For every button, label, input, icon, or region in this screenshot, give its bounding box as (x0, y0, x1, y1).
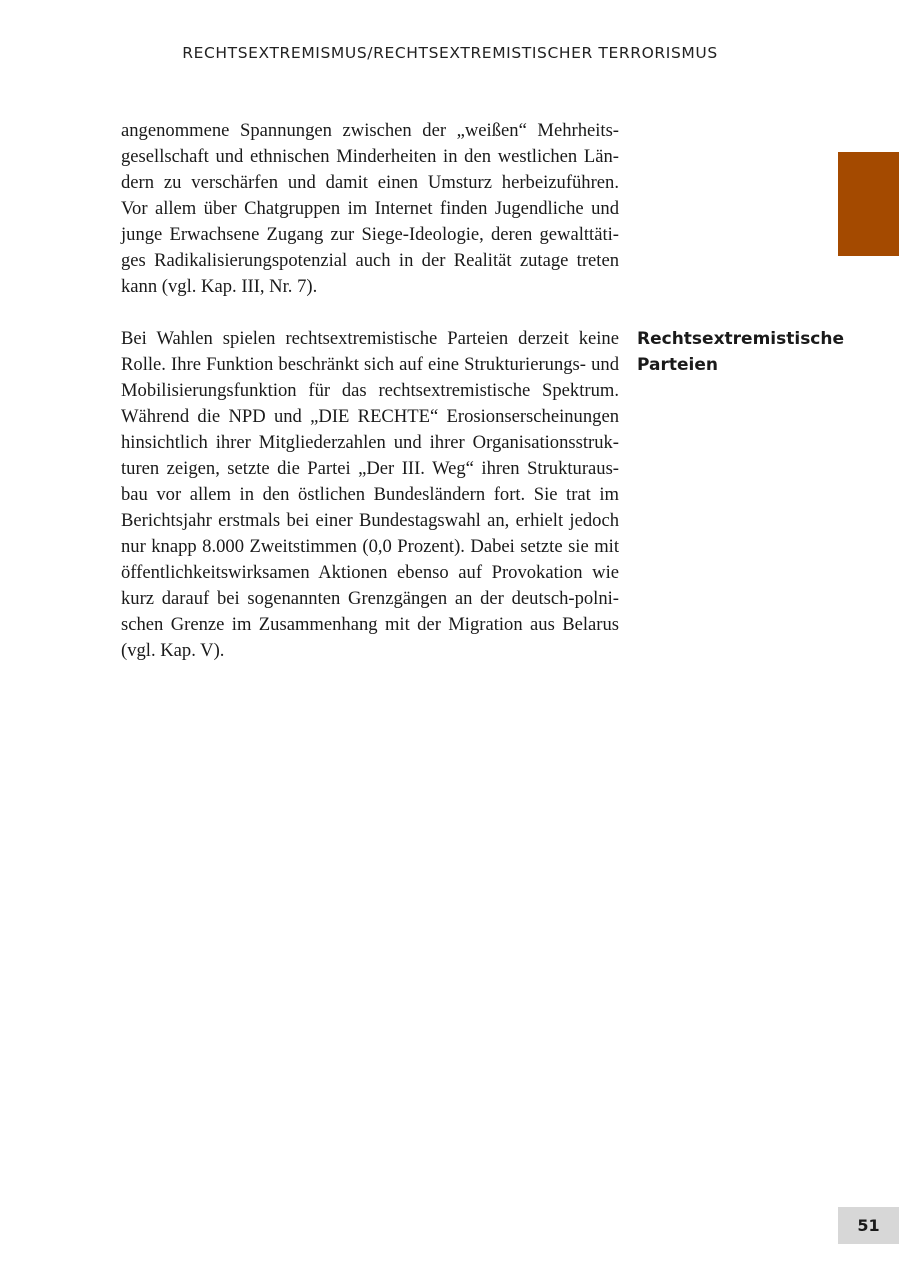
text-line: nur knapp 8.000 Zweitstimmen (0,0 Prozent). Dabei setzte sie mit (121, 536, 619, 557)
text-line: kann (vgl. Kap. III, Nr. 7). (121, 276, 318, 297)
body-paragraph-1 (121, 118, 619, 300)
text-line: Während die NPD und „DIE RECHTE“ Erosionserscheinungen (121, 406, 619, 427)
text-line: Rolle. Ihre Funktion beschränkt sich auf eine Strukturierungs- und (121, 354, 619, 375)
text-line: angenommene Spannungen zwischen der „weißen“ Mehrheits- (121, 120, 619, 141)
margin-heading-line: Parteien (637, 355, 718, 375)
margin-heading (637, 326, 845, 378)
page-number-box (838, 1207, 899, 1244)
body-paragraph-2 (121, 326, 619, 664)
margin-heading-line: Rechtsextremistische (637, 329, 845, 349)
text-line: gesellschaft und ethnischen Minderheiten in den westlichen Län- (121, 146, 619, 167)
text-line: turen zeigen, setzte die Partei „Der III. Weg“ ihren Strukturaus- (121, 458, 619, 479)
text-line: Mobilisierungsfunktion für das rechtsextremistische Spektrum. (121, 380, 619, 401)
text-line: kurz darauf bei sogenannten Grenzgängen an der deutsch-polni- (121, 588, 619, 609)
text-line: dern zu verschärfen und damit einen Umsturz herbeizuführen. (121, 172, 619, 193)
running-header: RECHTSEXTREMISMUS/RECHTSEXTREMISTISCHER TERRORISMUS (182, 44, 718, 62)
text-line: Berichtsjahr erstmals bei einer Bundestagswahl an, erhielt jedoch (121, 510, 619, 531)
text-line: Bei Wahlen spielen rechtsextremistische Parteien derzeit keine (121, 328, 619, 349)
chapter-tab-marker (838, 152, 899, 256)
text-line: hinsichtlich ihrer Mitgliederzahlen und ihrer Organisationsstruk- (121, 432, 619, 453)
text-line: öffentlichkeitswirksamen Aktionen ebenso auf Provokation wie (121, 562, 619, 583)
text-line: Vor allem über Chatgruppen im Internet finden Jugendliche und (121, 198, 619, 219)
text-line: junge Erwachsene Zugang zur Siege-Ideologie, deren gewalttäti- (121, 224, 619, 245)
text-line: (vgl. Kap. V). (121, 640, 225, 661)
page-number: 51 (857, 1216, 880, 1235)
text-line: ges Radikalisierungspotenzial auch in der Realität zutage treten (121, 250, 619, 271)
text-line: schen Grenze im Zusammenhang mit der Migration aus Belarus (121, 614, 619, 635)
text-line: bau vor allem in den östlichen Bundesländern fort. Sie trat im (121, 484, 619, 505)
